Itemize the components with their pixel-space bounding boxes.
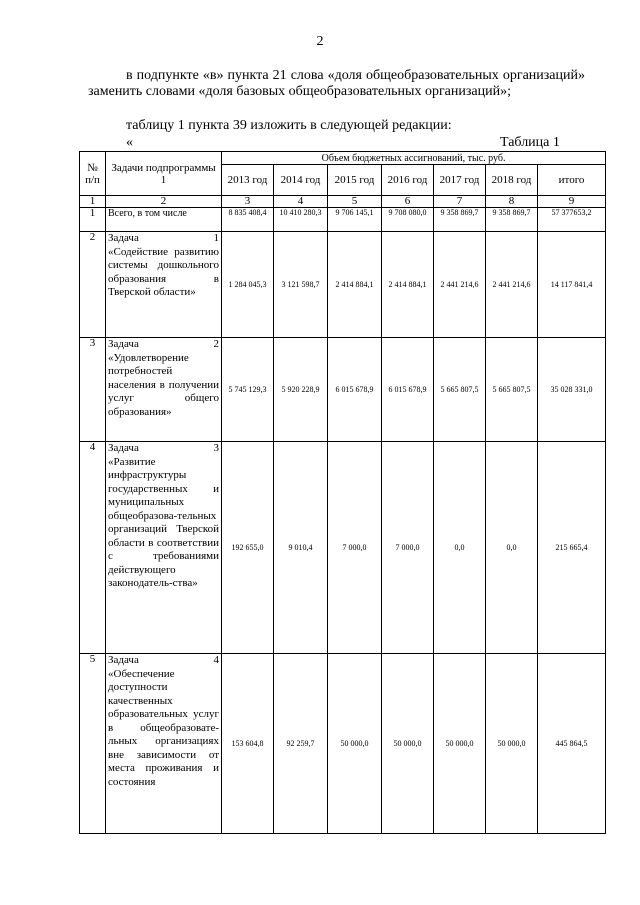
column-number: 4: [274, 196, 328, 208]
header-year: 2018 год: [486, 165, 538, 196]
task-description: «Содействие развитию системы дошкольного образования в Тверской области»: [108, 245, 219, 298]
table-row: [80, 208, 606, 232]
value-cell: 14 117 841,4: [538, 232, 606, 338]
header-total: итого: [538, 165, 606, 196]
value-cell: 445 864,5: [538, 654, 606, 834]
paragraph-amendment: в подпункте «в» пункта 21 слова «доля общеобразовательных организаций» заменить словами «доля базовых общеобразовательных организаций»;: [88, 68, 585, 99]
value-cell: 9 010,4: [274, 442, 328, 654]
value-cell: 9 358 869,7: [434, 208, 486, 232]
task-label: Задача: [108, 338, 139, 350]
row-number: 2: [80, 232, 106, 338]
column-numbers-row: [80, 196, 606, 208]
table-caption: Таблица 1: [500, 135, 560, 150]
value-cell: 2 441 214,6: [486, 232, 538, 338]
task-number: 4: [213, 654, 219, 666]
header-year: 2016 год: [382, 165, 434, 196]
value-cell: 50 000,0: [328, 654, 382, 834]
task-number: 2: [213, 338, 219, 350]
row-task: Всего, в том числе: [106, 208, 222, 232]
header-year: 2015 год: [328, 165, 382, 196]
row-number: 4: [80, 442, 106, 654]
value-cell: 35 028 331,0: [538, 338, 606, 442]
row-task: [106, 232, 222, 338]
value-cell: 5 665 807,5: [434, 338, 486, 442]
task-description: «Развитие инфраструктуры государственных и муниципальных общеобразова-тельных организаций Тверской области в соответствии с требованиями действующего законодатель-ства»: [108, 455, 219, 589]
header-year: 2017 год: [434, 165, 486, 196]
opening-quote: «: [126, 135, 133, 150]
header-budget: Объем бюджетных ассигнований, тыс. руб.: [222, 152, 606, 165]
value-cell: 2 441 214,6: [434, 232, 486, 338]
value-cell: 3 121 598,7: [274, 232, 328, 338]
value-cell: 9 708 080,0: [382, 208, 434, 232]
value-cell: 10 410 280,3: [274, 208, 328, 232]
value-cell: 7 000,0: [328, 442, 382, 654]
budget-table: [79, 151, 606, 834]
column-number: 8: [486, 196, 538, 208]
value-cell: 5 745 129,3: [222, 338, 274, 442]
value-cell: 8 835 408,4: [222, 208, 274, 232]
row-task: [106, 654, 222, 834]
row-task: [106, 442, 222, 654]
header-year: 2013 год: [222, 165, 274, 196]
value-cell: 1 284 045,3: [222, 232, 274, 338]
header-row-1: [80, 152, 606, 165]
row-task: [106, 338, 222, 442]
column-number: 5: [328, 196, 382, 208]
value-cell: 0,0: [434, 442, 486, 654]
column-number: 9: [538, 196, 606, 208]
column-number: 6: [382, 196, 434, 208]
value-cell: 192 655,0: [222, 442, 274, 654]
value-cell: 5 920 228,9: [274, 338, 328, 442]
value-cell: 50 000,0: [382, 654, 434, 834]
value-cell: 92 259,7: [274, 654, 328, 834]
row-number: 1: [80, 208, 106, 232]
value-cell: 6 015 678,9: [328, 338, 382, 442]
task-description: «Обеспечение доступности качественных образовательных услуг в общеобразовате-льных организациях вне зависимости от места проживания и состояния: [108, 667, 219, 788]
value-cell: 153 604,8: [222, 654, 274, 834]
column-number: 3: [222, 196, 274, 208]
table-row: [80, 232, 606, 338]
task-number: 3: [213, 442, 219, 454]
header-year: 2014 год: [274, 165, 328, 196]
value-cell: 7 000,0: [382, 442, 434, 654]
column-number: 2: [106, 196, 222, 208]
header-task: Задачи подпрограммы 1: [106, 152, 222, 196]
task-description: «Удовлетворение потребностей населения в получении услуг общего образования»: [108, 351, 219, 418]
task-label: Задача: [108, 232, 139, 244]
header-number: № п/п: [80, 152, 106, 196]
value-cell: 5 665 807,5: [486, 338, 538, 442]
value-cell: 9 358 869,7: [486, 208, 538, 232]
paragraph-table-intro: таблицу 1 пункта 39 изложить в следующей редакции:: [126, 118, 452, 133]
task-label: Задача: [108, 442, 139, 454]
row-number: 3: [80, 338, 106, 442]
table-row: [80, 338, 606, 442]
value-cell: 2 414 884,1: [328, 232, 382, 338]
page-number: 2: [316, 34, 324, 49]
value-cell: 9 706 145,1: [328, 208, 382, 232]
task-label: Задача: [108, 654, 139, 666]
value-cell: 2 414 884,1: [382, 232, 434, 338]
value-cell: 57 377653,2: [538, 208, 606, 232]
column-number: 7: [434, 196, 486, 208]
value-cell: 215 665,4: [538, 442, 606, 654]
task-number: 1: [213, 232, 219, 244]
value-cell: 50 000,0: [434, 654, 486, 834]
column-number: 1: [80, 196, 106, 208]
row-number: 5: [80, 654, 106, 834]
table-row: [80, 654, 606, 834]
table-row: [80, 442, 606, 654]
value-cell: 6 015 678,9: [382, 338, 434, 442]
value-cell: 0,0: [486, 442, 538, 654]
value-cell: 50 000,0: [486, 654, 538, 834]
